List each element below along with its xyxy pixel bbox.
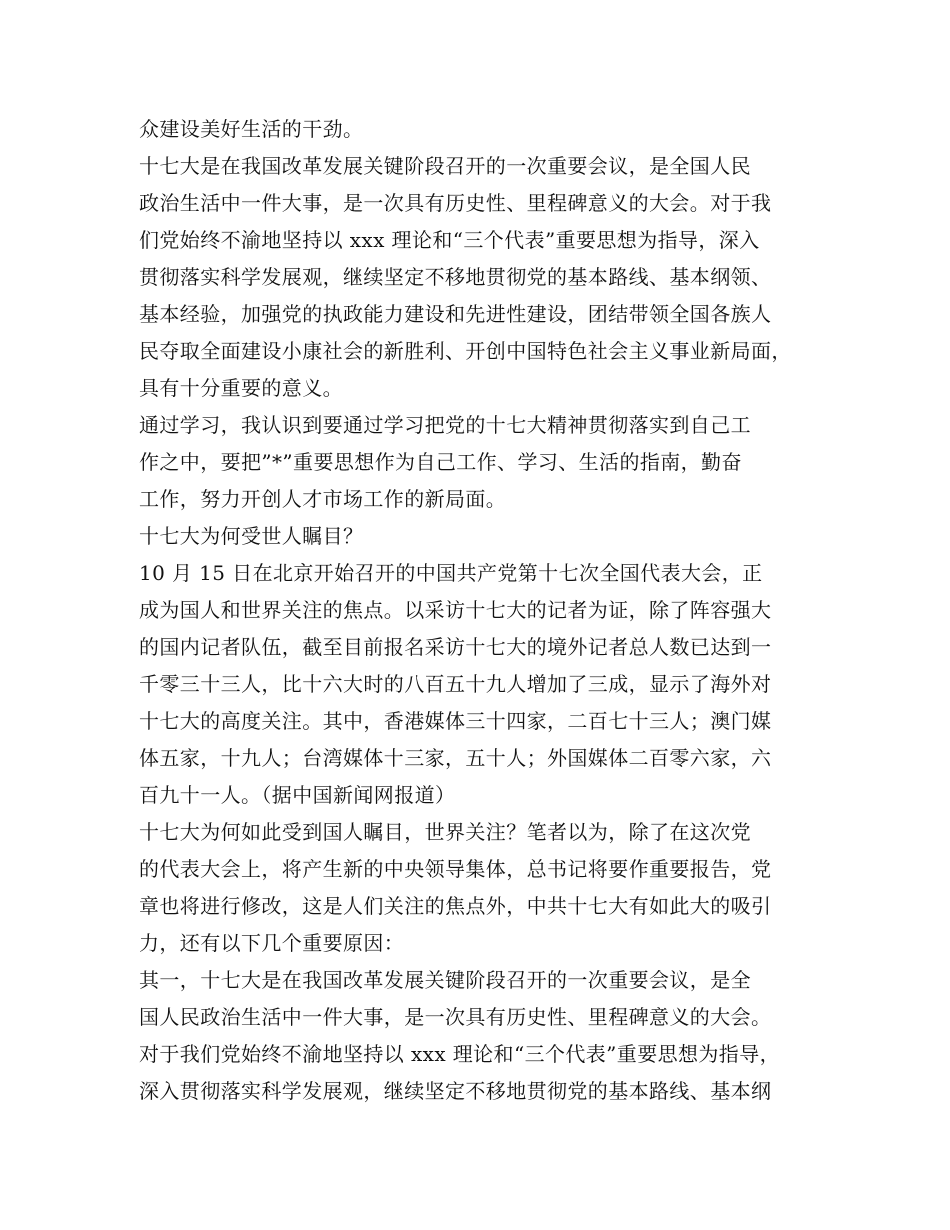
text-line: 体五家，十九人；台湾媒体十三家，五十人；外国媒体二百零六家，六 [139,746,772,770]
text-line: 十七大是在我国改革发展关键阶段召开的一次重要会议，是全国人民 [139,154,751,178]
document-body [139,111,819,1110]
text-line: 国人民政治生活中一件大事，是一次具有历史性、里程碑意义的大会。 [139,1005,772,1029]
text-line: 成为国人和世界关注的焦点。以采访十七大的记者为证，除了阵容强大 [139,598,772,622]
text-line: 政治生活中一件大事，是一次具有历史性、里程碑意义的大会。对于我 [139,191,772,215]
text-line: 的代表大会上，将产生新的中央领导集体，总书记将要作重要报告，党 [139,857,772,881]
text-line: 千零三十三人，比十六大时的八百五十九人增加了三成，显示了海外对 [139,672,772,696]
section-heading: 十七大为何受世人瞩目？ [139,524,364,548]
text-line: 的国内记者队伍，截至目前报名采访十七大的境外记者总人数已达到一 [139,635,772,659]
text-line: 众建设美好生活的干劲。 [139,117,364,141]
text-line: 力，还有以下几个重要原因： [139,931,405,955]
text-line: 十七大为何如此受到国人瞩目，世界关注？笔者以为，除了在这次党 [139,820,751,844]
text-line: 工作，努力开创人才市场工作的新局面。 [139,487,507,511]
text-line: 民夺取全面建设小康社会的新胜利、开创中国特色社会主义事业新局面， [139,339,792,363]
text-line: 其一，十七大是在我国改革发展关键阶段召开的一次重要会议，是全 [139,968,751,992]
text-line: 对于我们党始终不渝地坚持以 xxx 理论和“三个代表”重要思想为指导， [139,1042,781,1066]
text-line: 作之中，要把”*”重要思想作为自己工作、学习、生活的指南，勤奋 [139,450,742,474]
text-line: 10 月 15 日在北京开始召开的中国共产党第十七次全国代表大会，正 [139,561,763,585]
text-line: 章也将进行修改，这是人们关注的焦点外，中共十七大有如此大的吸引 [139,894,772,918]
text-line: 基本经验，加强党的执政能力建设和先进性建设，团结带领全国各族人 [139,302,772,326]
text-line: 十七大的高度关注。其中，香港媒体三十四家，二百七十三人；澳门媒 [139,709,772,733]
text-line: 具有十分重要的意义。 [139,376,343,400]
text-line: 通过学习，我认识到要通过学习把党的十七大精神贯彻落实到自己工 [139,413,751,437]
text-line: 们党始终不渝地坚持以 xxx 理论和“三个代表”重要思想为指导，深入 [139,228,760,252]
text-line: 贯彻落实科学发展观，继续坚定不移地贯彻党的基本路线、基本纲领、 [139,265,772,289]
text-line: 深入贯彻落实科学发展观，继续坚定不移地贯彻党的基本路线、基本纲 [139,1079,772,1103]
text-line: 百九十一人。（据中国新闻网报道） [139,783,456,807]
